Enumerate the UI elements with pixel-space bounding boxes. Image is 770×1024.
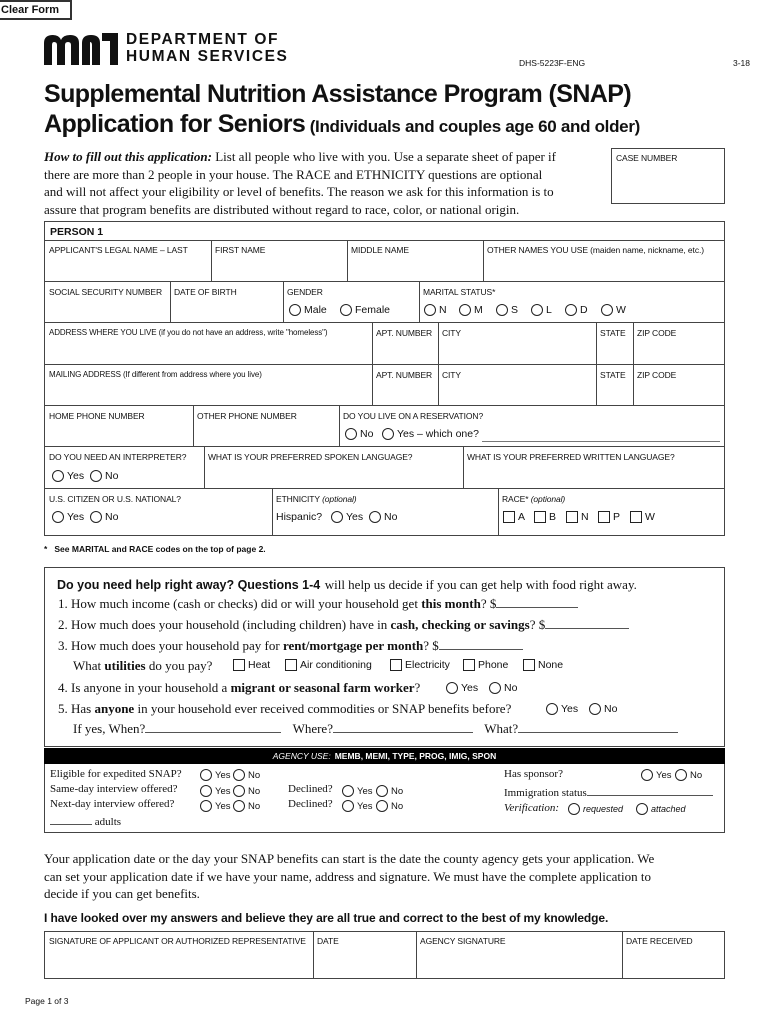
- city-label: CITY: [442, 328, 461, 338]
- reservation-label: DO YOU LIVE ON A RESERVATION?: [343, 411, 484, 421]
- radio-icon: [369, 511, 381, 523]
- middle-name-input[interactable]: [348, 258, 482, 280]
- radio-icon: [589, 703, 601, 715]
- radio-icon: [446, 682, 458, 694]
- question-5: 5. Has anyone in your household ever received commodities or SNAP benefits before?: [58, 701, 512, 716]
- question-4: 4. Is anyone in your household a migrant or seasonal farm worker?: [58, 680, 421, 695]
- radio-icon: [52, 470, 64, 482]
- written-language-input[interactable]: [464, 464, 724, 487]
- citizen-label: U.S. CITIZEN OR U.S. NATIONAL?: [49, 494, 181, 504]
- utility-phone-checkbox[interactable]: Phone: [463, 659, 508, 671]
- signature-date-input[interactable]: [314, 948, 415, 978]
- clear-form-button[interactable]: Clear Form: [0, 0, 72, 20]
- case-number-label: CASE NUMBER: [616, 153, 678, 163]
- question-1: 1. How much income (cash or checks) did or will your household get this month? $: [58, 596, 578, 612]
- agency-name-line2: HUMAN SERVICES: [126, 48, 289, 65]
- state-label: STATE: [600, 328, 626, 338]
- checkbox-icon: [285, 659, 297, 671]
- other-phone-label: OTHER PHONE NUMBER: [197, 411, 297, 421]
- application-date-paragraph: Your application date or the day your SNAP benefits can start is the date the county agency gets your application. We can set your application date if we have your name, address and signature. We must have the complete application to decide if you can get benefits.: [44, 851, 655, 901]
- zip-input[interactable]: [634, 341, 724, 363]
- interpreter-label: DO YOU NEED AN INTERPRETER?: [49, 452, 187, 462]
- nextday-yes-radio[interactable]: Yes: [200, 800, 231, 812]
- checkbox-icon: [390, 659, 402, 671]
- mn-logo-icon: [44, 33, 118, 65]
- radio-icon: [90, 511, 102, 523]
- intro-line2: there are more than 2 people in your house. The RACE and ETHNICITY questions are optional: [44, 166, 543, 182]
- utility-heat-checkbox[interactable]: Heat: [233, 659, 270, 671]
- marital-m-radio[interactable]: M: [459, 304, 483, 316]
- dob-input[interactable]: [171, 300, 282, 321]
- interpreter-no-radio[interactable]: No: [90, 470, 118, 482]
- verification-requested-radio[interactable]: requested: [568, 803, 623, 815]
- marital-w-radio[interactable]: W: [601, 304, 626, 316]
- case-number-field[interactable]: [611, 148, 725, 204]
- apt-input[interactable]: [373, 341, 437, 363]
- checkbox-icon: [566, 511, 578, 523]
- radio-icon: [200, 769, 212, 781]
- spoken-language-input[interactable]: [205, 464, 462, 487]
- person-1-title: PERSON 1: [50, 226, 104, 238]
- marital-label: MARITAL STATUS*: [423, 287, 496, 297]
- radio-icon: [641, 769, 653, 781]
- intro-line3: and will not affect your eligibility or level of benefits. The reason we ask for this information is to: [44, 184, 554, 199]
- date-received-input[interactable]: [623, 948, 724, 978]
- zip2-input[interactable]: [634, 382, 724, 404]
- sponsor-yes-radio[interactable]: Yes: [641, 769, 672, 781]
- marital-l-radio[interactable]: L: [531, 304, 552, 316]
- question-2: 2. How much does your household (including children) have in cash, checking or savings? $: [58, 617, 629, 633]
- radio-icon: [376, 800, 388, 812]
- checkbox-icon: [598, 511, 610, 523]
- apt2-label: APT. NUMBER: [376, 370, 433, 380]
- state2-input[interactable]: [597, 382, 632, 404]
- radio-icon: [342, 785, 354, 797]
- first-name-label: FIRST NAME: [215, 245, 266, 255]
- address-label: ADDRESS WHERE YOU LIVE (if you do not have an address, write "homeless"): [49, 328, 328, 337]
- page-number: Page 1 of 3: [25, 996, 69, 1006]
- radio-icon: [568, 803, 580, 815]
- utility-electricity-checkbox[interactable]: Electricity: [390, 659, 450, 671]
- prior-benefits-no-radio[interactable]: No: [589, 703, 617, 715]
- reservation-name-input[interactable]: [482, 428, 720, 442]
- radio-icon: [675, 769, 687, 781]
- agency-use-bar: AGENCY USE: MEMB, MEMI, TYPE, PROG, IMIG, SPON: [44, 748, 725, 764]
- race-p-checkbox[interactable]: P: [598, 511, 620, 523]
- radio-icon: [52, 511, 64, 523]
- radio-icon: [424, 304, 436, 316]
- zip2-label: ZIP CODE: [637, 370, 677, 380]
- ssn-label: SOCIAL SECURITY NUMBER: [49, 287, 163, 297]
- race-w-checkbox[interactable]: W: [630, 511, 655, 523]
- dob-label: DATE OF BIRTH: [174, 287, 237, 297]
- first-name-input[interactable]: [212, 258, 346, 280]
- radio-icon: [200, 785, 212, 797]
- intro-lead: How to fill out this application:: [44, 149, 212, 164]
- expedited-yes-radio[interactable]: Yes: [200, 769, 231, 781]
- intro-line4: assure that program benefits are distributed without regard to race, color, or national origin.: [44, 201, 520, 217]
- radio-icon: [340, 304, 352, 316]
- checkbox-icon: [463, 659, 475, 671]
- signature-date-label: DATE: [317, 936, 339, 946]
- hispanic-yes-radio[interactable]: Yes: [331, 511, 363, 523]
- page-title: Supplemental Nutrition Assistance Program (SNAP): [44, 80, 632, 108]
- radio-icon: [496, 304, 508, 316]
- radio-icon: [289, 304, 301, 316]
- radio-icon: [565, 304, 577, 316]
- marital-s-radio[interactable]: S: [496, 304, 518, 316]
- immigration-input[interactable]: [587, 783, 713, 796]
- race-label: RACE* (optional): [502, 494, 566, 504]
- expedited-no-radio[interactable]: No: [233, 769, 260, 781]
- mailing-input[interactable]: [45, 382, 371, 404]
- where-input[interactable]: [333, 721, 473, 733]
- sameday-yes-radio[interactable]: Yes: [200, 785, 231, 797]
- sponsor-no-radio[interactable]: No: [675, 769, 702, 781]
- applicant-signature-label: SIGNATURE OF APPLICANT OR AUTHORIZED REPRESENTATIVE: [49, 936, 306, 946]
- radio-icon: [459, 304, 471, 316]
- verification-label: Verification:: [504, 802, 559, 814]
- intro-line1: List all people who live with you. Use a separate sheet of paper if: [215, 149, 556, 164]
- radio-icon: [331, 511, 343, 523]
- hispanic-label: Hispanic?: [276, 511, 323, 523]
- radio-icon: [345, 428, 357, 440]
- migrant-yes-radio[interactable]: Yes: [446, 682, 478, 694]
- subtitle-age: (Individuals and couples age 60 and older): [309, 117, 640, 136]
- mailing-label: MAILING ADDRESS (If different from address where you live): [49, 370, 262, 379]
- radio-icon: [200, 800, 212, 812]
- radio-icon: [636, 803, 648, 815]
- reservation-yes-radio[interactable]: Yes – which one?: [382, 428, 479, 440]
- expedited-label: Eligible for expedited SNAP?: [50, 768, 182, 780]
- declined2-label: Declined?: [288, 798, 333, 810]
- radio-icon: [546, 703, 558, 715]
- race-a-checkbox[interactable]: A: [503, 511, 525, 523]
- checkbox-icon: [523, 659, 535, 671]
- declined1-yes-radio[interactable]: Yes: [342, 785, 373, 797]
- ethnicity-label: ETHNICITY (optional): [276, 494, 357, 504]
- last-name-label: APPLICANT'S LEGAL NAME – LAST: [49, 245, 188, 255]
- reservation-no-radio[interactable]: No: [345, 428, 373, 440]
- form-date: 3-18: [733, 58, 751, 68]
- adults-field: adults: [50, 813, 121, 828]
- agency-signature-label: AGENCY SIGNATURE: [420, 936, 506, 946]
- rent-input[interactable]: [439, 638, 523, 650]
- footnote: * See MARITAL and RACE codes on the top of page 2.: [44, 544, 266, 554]
- city2-label: CITY: [442, 370, 461, 380]
- citizen-no-radio[interactable]: No: [90, 511, 118, 523]
- checkbox-icon: [534, 511, 546, 523]
- city2-input[interactable]: [439, 382, 595, 404]
- question-3: 3. How much does your household pay for rent/mortgage per month? $: [58, 638, 523, 654]
- agency-signature-input[interactable]: [417, 948, 621, 978]
- race-b-checkbox[interactable]: B: [534, 511, 556, 523]
- page-subtitle: [44, 110, 640, 139]
- spoken-language-label: WHAT IS YOUR PREFERRED SPOKEN LANGUAGE?: [208, 452, 413, 462]
- radio-icon: [489, 682, 501, 694]
- other-names-input[interactable]: [484, 258, 724, 280]
- radio-icon: [90, 470, 102, 482]
- ssn-input[interactable]: [45, 300, 169, 321]
- subtitle-main: Application for Seniors: [44, 110, 306, 138]
- help-heading: Do you need help right away? Questions 1-4 will help us decide if you can get help with food right away.: [57, 577, 637, 592]
- interpreter-yes-radio[interactable]: Yes: [52, 470, 84, 482]
- agency-logo: [44, 33, 118, 65]
- citizen-yes-radio[interactable]: Yes: [52, 511, 84, 523]
- radio-icon: [531, 304, 543, 316]
- zip-label: ZIP CODE: [637, 328, 677, 338]
- sameday-no-radio[interactable]: No: [233, 785, 260, 797]
- address-input[interactable]: [45, 341, 371, 363]
- written-language-label: WHAT IS YOUR PREFERRED WRITTEN LANGUAGE?: [467, 452, 675, 462]
- other-names-label: OTHER NAMES YOU USE (maiden name, nickname, etc.): [487, 245, 704, 255]
- home-phone-label: HOME PHONE NUMBER: [49, 411, 145, 421]
- radio-icon: [376, 785, 388, 797]
- gender-male-radio[interactable]: Male: [289, 304, 327, 316]
- form-code: DHS-5223F-ENG: [519, 58, 586, 68]
- race-n-checkbox[interactable]: N: [566, 511, 589, 523]
- income-input[interactable]: [496, 596, 578, 608]
- attestation-statement: I have looked over my answers and believe they are all true and correct to the best of my knowledge.: [44, 911, 609, 925]
- nextday-no-radio[interactable]: No: [233, 800, 260, 812]
- marital-n-radio[interactable]: N: [424, 304, 447, 316]
- applicant-signature-input[interactable]: [45, 948, 312, 978]
- last-name-input[interactable]: [45, 258, 210, 280]
- gender-female-radio[interactable]: Female: [340, 304, 390, 316]
- verification-attached-radio[interactable]: attached: [636, 803, 686, 815]
- state2-label: STATE: [600, 370, 626, 380]
- sameday-label: Same-day interview offered?: [50, 783, 178, 795]
- marital-d-radio[interactable]: D: [565, 304, 588, 316]
- savings-input[interactable]: [545, 617, 629, 629]
- prior-benefits-details: If yes, When? Where? What?: [73, 721, 678, 737]
- checkbox-icon: [233, 659, 245, 671]
- intro-paragraph: [44, 148, 604, 218]
- radio-icon: [601, 304, 613, 316]
- what-input[interactable]: [518, 721, 678, 733]
- checkbox-icon: [503, 511, 515, 523]
- radio-icon: [233, 769, 245, 781]
- home-phone-input[interactable]: [45, 423, 192, 445]
- migrant-no-radio[interactable]: No: [489, 682, 517, 694]
- gender-label: GENDER: [287, 287, 323, 297]
- immigration-label: Immigration status: [504, 783, 713, 799]
- utilities-question: What utilities do you pay?: [73, 658, 213, 673]
- nextday-label: Next-day interview offered?: [50, 798, 175, 810]
- radio-icon: [233, 800, 245, 812]
- radio-icon: [342, 800, 354, 812]
- apt-label: APT. NUMBER: [376, 328, 433, 338]
- declined1-label: Declined?: [288, 783, 333, 795]
- middle-name-label: MIDDLE NAME: [351, 245, 409, 255]
- when-input[interactable]: [145, 721, 281, 733]
- declined2-yes-radio[interactable]: Yes: [342, 800, 373, 812]
- radio-icon: [382, 428, 394, 440]
- checkbox-icon: [630, 511, 642, 523]
- other-phone-input[interactable]: [194, 423, 338, 445]
- help-section: [44, 567, 725, 747]
- apt2-input[interactable]: [373, 382, 437, 404]
- declined2-no-radio[interactable]: No: [376, 800, 403, 812]
- city-input[interactable]: [439, 341, 595, 363]
- agency-name-line1: DEPARTMENT OF: [126, 31, 280, 48]
- date-received-label: DATE RECEIVED: [626, 936, 693, 946]
- utility-ac-checkbox[interactable]: Air conditioning: [285, 659, 372, 671]
- sponsor-label: Has sponsor?: [504, 768, 563, 780]
- utility-none-checkbox[interactable]: None: [523, 659, 563, 671]
- adults-input[interactable]: [50, 813, 92, 825]
- hispanic-no-radio[interactable]: No: [369, 511, 397, 523]
- declined1-no-radio[interactable]: No: [376, 785, 403, 797]
- state-input[interactable]: [597, 341, 632, 363]
- prior-benefits-yes-radio[interactable]: Yes: [546, 703, 578, 715]
- radio-icon: [233, 785, 245, 797]
